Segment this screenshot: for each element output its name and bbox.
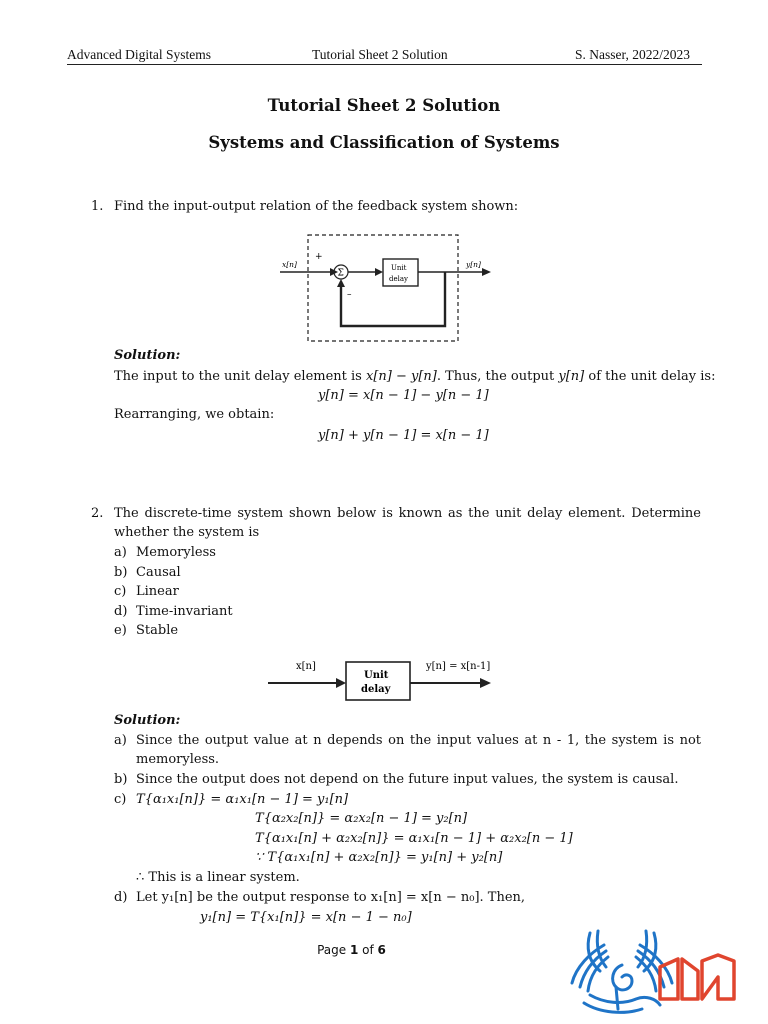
sum-plus-sign: + bbox=[315, 252, 323, 262]
q2-text-line1: The discrete-time system shown below is known as the unit delay element. Determine bbox=[114, 506, 701, 521]
q2-sol-a-line1: Since the output value at n depends on the input values at n - 1, the system is not bbox=[136, 733, 701, 748]
q2-sol-c-eq1: T{α₁x₁[n]} = α₁x₁[n − 1] = y₁[n] bbox=[136, 792, 349, 807]
sum-symbol: Σ bbox=[337, 268, 344, 279]
q2-option-a-label: a) bbox=[114, 545, 127, 560]
q1-line1-mid: . Thus, the output bbox=[436, 369, 559, 384]
sum-minus-sign: – bbox=[347, 290, 352, 300]
q1-solution-line1 bbox=[114, 367, 715, 386]
block1-label-line1: Unit bbox=[391, 264, 407, 272]
q2-number: 2. bbox=[91, 506, 104, 521]
q2-sol-c-eq3: T{α₁x₁[n] + α₂x₂[n]} = α₁x₁[n − 1] + α₂x₂[n − 1] bbox=[255, 831, 573, 846]
block2-label-line1: Unit bbox=[364, 670, 389, 681]
q2-sol-a-line2: memoryless. bbox=[136, 752, 220, 767]
q2-solution-label: Solution: bbox=[114, 713, 181, 728]
q2-option-b-text: Causal bbox=[136, 565, 181, 580]
q1-number: 1. bbox=[91, 199, 104, 214]
q1-line1-math: x[n] − y[n] bbox=[365, 369, 437, 384]
q2-sol-c-eq2: T{α₂x₂[n]} = α₂x₂[n − 1] = y₂[n] bbox=[255, 811, 468, 826]
phoenix-logo-icon bbox=[572, 931, 672, 1012]
q2-option-e-text: Stable bbox=[136, 623, 179, 638]
header-rule bbox=[67, 64, 702, 65]
q1-line1-math2: y[n] bbox=[558, 369, 585, 384]
q2-option-a-text: Memoryless bbox=[136, 545, 216, 560]
q2-option-c-text: Linear bbox=[136, 584, 179, 599]
q2-sol-b-line: Since the output does not depend on the future input values, the system is causal. bbox=[136, 772, 679, 787]
header-course: Advanced Digital Systems bbox=[67, 47, 211, 62]
q1-text: Find the input-output relation of the feedback system shown: bbox=[114, 199, 519, 214]
q2-option-d-label: d) bbox=[114, 604, 128, 619]
q2-sol-d-line: Let y₁[n] be the output response to x₁[n] = x[n − n₀]. Then, bbox=[136, 890, 526, 905]
footer-page-word: Page bbox=[317, 943, 350, 957]
q1-line1-pre: The input to the unit delay element is bbox=[114, 369, 366, 384]
footer-total-pages: 6 bbox=[377, 943, 386, 957]
diagram1-output-label: y[n] bbox=[466, 260, 481, 269]
university-logo bbox=[560, 925, 750, 1020]
q2-sol-d-eq: y₁[n] = T{x₁[n]} = x[n − 1 − n₀] bbox=[200, 910, 412, 925]
q2-text-line2: whether the system is bbox=[114, 525, 260, 540]
q2-option-c-label: c) bbox=[114, 584, 127, 599]
block1-label-line2: delay bbox=[389, 275, 408, 283]
q2-option-d-text: Time-invariant bbox=[136, 604, 233, 619]
q2-option-e-label: e) bbox=[114, 623, 127, 638]
block2-label-line2: delay bbox=[361, 684, 391, 695]
q2-option-b-label: b) bbox=[114, 565, 128, 580]
q1-equation-1: y[n] = x[n − 1] − y[n − 1] bbox=[318, 388, 489, 403]
page-title: Tutorial Sheet 2 Solution bbox=[267, 96, 501, 115]
q2-sol-c-label: c) bbox=[114, 792, 127, 807]
diagram2-input-label: x[n] bbox=[296, 661, 316, 672]
diagram1-input-label: x[n] bbox=[282, 260, 297, 269]
q2-sol-d-label: d) bbox=[114, 890, 128, 905]
footer-of-word: of bbox=[358, 943, 378, 957]
q1-line1-post: of the unit delay is: bbox=[584, 369, 716, 384]
q1-equation-2: y[n] + y[n − 1] = x[n − 1] bbox=[318, 428, 489, 443]
footer-current-page: 1 bbox=[349, 943, 359, 957]
q2-sol-a-label: a) bbox=[114, 733, 127, 748]
q2-sol-c-eq4: ∵ T{α₁x₁[n] + α₂x₂[n]} = y₁[n] + y₂[n] bbox=[255, 850, 503, 865]
page-subtitle: Systems and Classification of Systems bbox=[208, 133, 560, 152]
header-sheet: Tutorial Sheet 2 Solution bbox=[312, 47, 448, 62]
q1-solution-label: Solution: bbox=[114, 348, 181, 363]
q2-sol-b-label: b) bbox=[114, 772, 128, 787]
diagram2-output-label: y[n] = x[n-1] bbox=[426, 661, 491, 672]
q1-solution-line2: Rearranging, we obtain: bbox=[114, 407, 275, 422]
feedback-system-diagram bbox=[280, 234, 496, 346]
unit-delay-diagram bbox=[266, 656, 496, 706]
header-author: S. Nasser, 2022/2023 bbox=[575, 47, 690, 62]
q2-sol-c-conclusion: ∴ This is a linear system. bbox=[136, 870, 300, 885]
